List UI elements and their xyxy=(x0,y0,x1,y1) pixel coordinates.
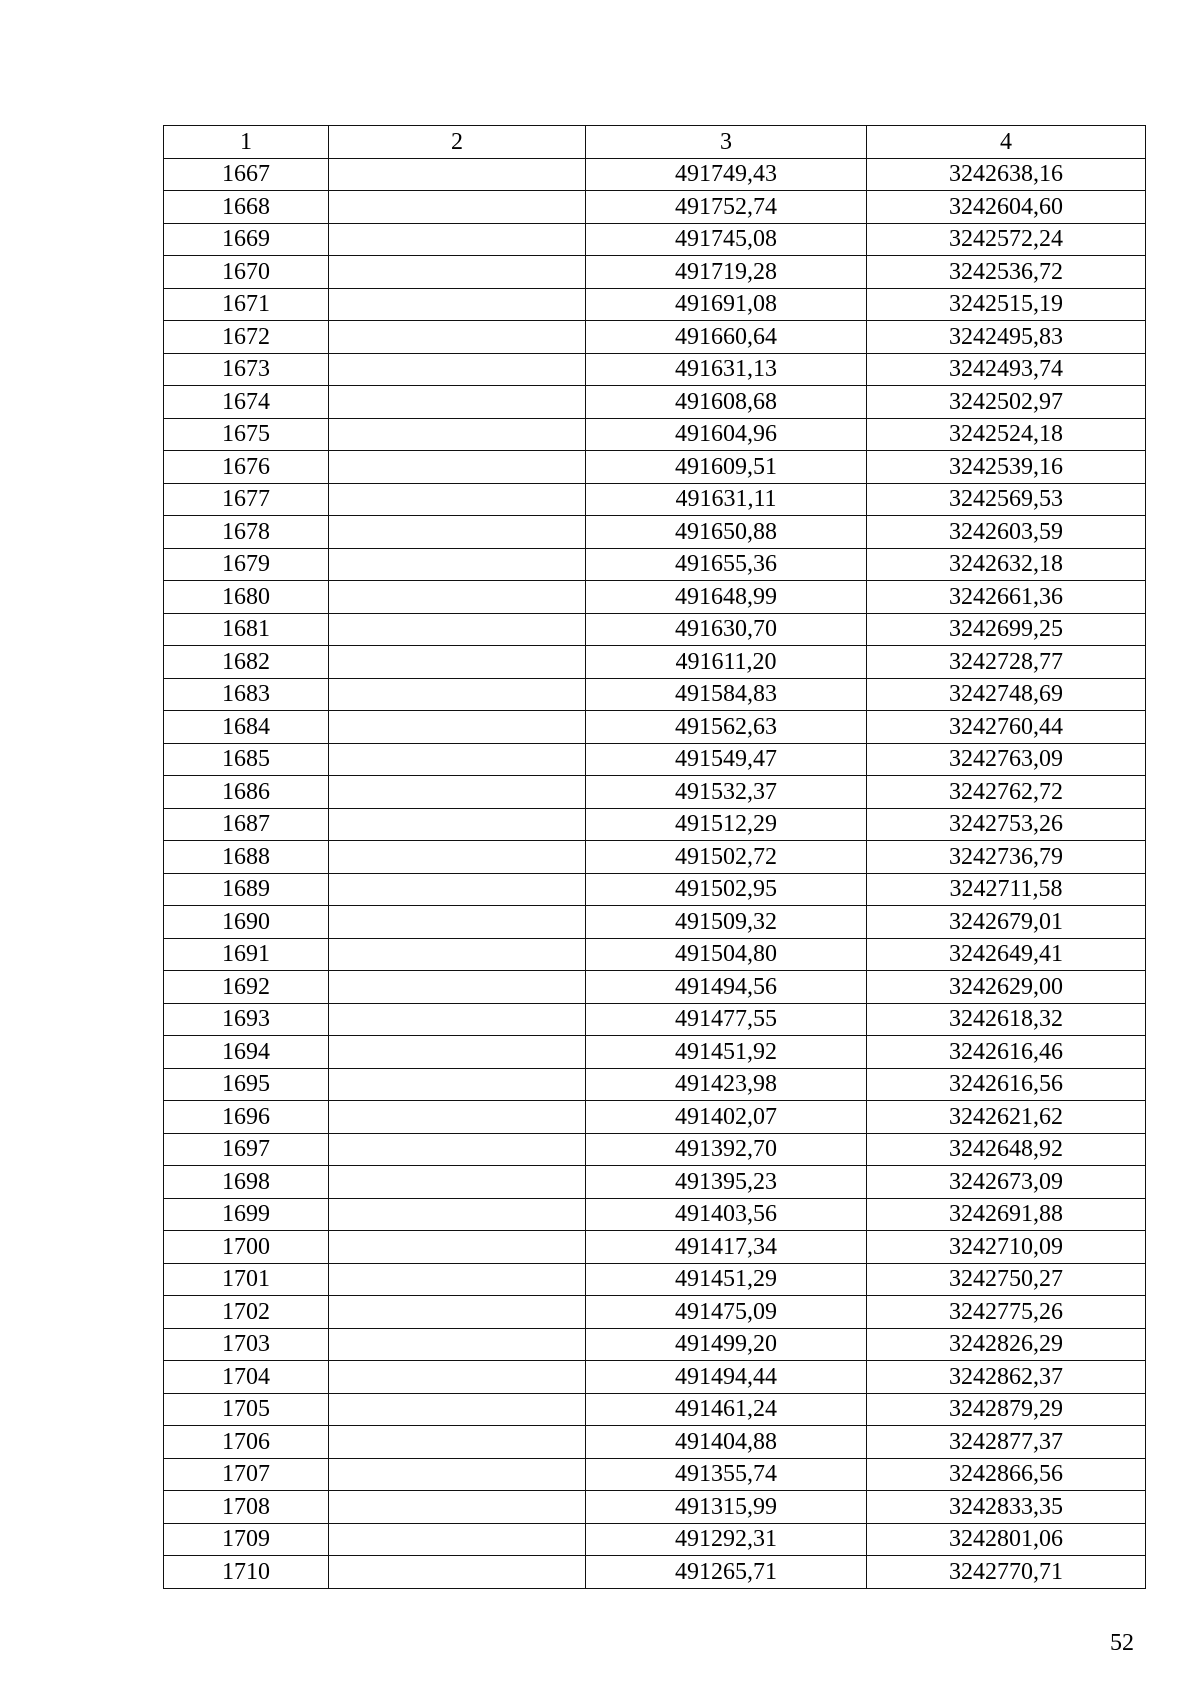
x-coordinate-cell: 491502,95 xyxy=(586,873,867,906)
point-number-cell: 1671 xyxy=(164,288,329,321)
table-row xyxy=(164,1166,1146,1199)
y-coordinate-cell: 3242629,00 xyxy=(867,971,1146,1004)
table-row xyxy=(164,938,1146,971)
column-header-2: 2 xyxy=(329,126,586,159)
point-number-cell: 1698 xyxy=(164,1166,329,1199)
column-header-1: 1 xyxy=(164,126,329,159)
x-coordinate-cell: 491502,72 xyxy=(586,841,867,874)
x-coordinate-cell: 491494,56 xyxy=(586,971,867,1004)
y-coordinate-cell: 3242801,06 xyxy=(867,1523,1146,1556)
empty-cell xyxy=(329,646,586,679)
y-coordinate-cell: 3242616,46 xyxy=(867,1036,1146,1069)
empty-cell xyxy=(329,613,586,646)
x-coordinate-cell: 491719,28 xyxy=(586,256,867,289)
table-row xyxy=(164,1003,1146,1036)
point-number-cell: 1678 xyxy=(164,516,329,549)
y-coordinate-cell: 3242710,09 xyxy=(867,1231,1146,1264)
empty-cell xyxy=(329,776,586,809)
y-coordinate-cell: 3242649,41 xyxy=(867,938,1146,971)
x-coordinate-cell: 491461,24 xyxy=(586,1393,867,1426)
empty-cell xyxy=(329,158,586,191)
y-coordinate-cell: 3242750,27 xyxy=(867,1263,1146,1296)
x-coordinate-cell: 491532,37 xyxy=(586,776,867,809)
y-coordinate-cell: 3242673,09 xyxy=(867,1166,1146,1199)
table-row xyxy=(164,646,1146,679)
y-coordinate-cell: 3242569,53 xyxy=(867,483,1146,516)
table-body xyxy=(164,158,1146,1588)
x-coordinate-cell: 491608,68 xyxy=(586,386,867,419)
empty-cell xyxy=(329,1426,586,1459)
y-coordinate-cell: 3242616,56 xyxy=(867,1068,1146,1101)
table-row xyxy=(164,1068,1146,1101)
y-coordinate-cell: 3242691,88 xyxy=(867,1198,1146,1231)
point-number-cell: 1683 xyxy=(164,678,329,711)
x-coordinate-cell: 491509,32 xyxy=(586,906,867,939)
table-row xyxy=(164,743,1146,776)
empty-cell xyxy=(329,1393,586,1426)
point-number-cell: 1677 xyxy=(164,483,329,516)
table-header-row xyxy=(164,126,1146,159)
empty-cell xyxy=(329,581,586,614)
x-coordinate-cell: 491631,11 xyxy=(586,483,867,516)
x-coordinate-cell: 491475,09 xyxy=(586,1296,867,1329)
empty-cell xyxy=(329,678,586,711)
table-row xyxy=(164,386,1146,419)
y-coordinate-cell: 3242618,32 xyxy=(867,1003,1146,1036)
x-coordinate-cell: 491745,08 xyxy=(586,223,867,256)
x-coordinate-cell: 491494,44 xyxy=(586,1361,867,1394)
table-row xyxy=(164,678,1146,711)
empty-cell xyxy=(329,288,586,321)
x-coordinate-cell: 491609,51 xyxy=(586,451,867,484)
x-coordinate-cell: 491451,92 xyxy=(586,1036,867,1069)
empty-cell xyxy=(329,938,586,971)
empty-cell xyxy=(329,418,586,451)
empty-cell xyxy=(329,873,586,906)
column-header-4: 4 xyxy=(867,126,1146,159)
table-row xyxy=(164,1426,1146,1459)
empty-cell xyxy=(329,1198,586,1231)
empty-cell xyxy=(329,808,586,841)
coordinates-table xyxy=(163,125,1146,1589)
point-number-cell: 1680 xyxy=(164,581,329,614)
y-coordinate-cell: 3242661,36 xyxy=(867,581,1146,614)
table-row xyxy=(164,873,1146,906)
point-number-cell: 1690 xyxy=(164,906,329,939)
point-number-cell: 1700 xyxy=(164,1231,329,1264)
x-coordinate-cell: 491749,43 xyxy=(586,158,867,191)
x-coordinate-cell: 491451,29 xyxy=(586,1263,867,1296)
empty-cell xyxy=(329,1101,586,1134)
table-row xyxy=(164,906,1146,939)
point-number-cell: 1704 xyxy=(164,1361,329,1394)
table-row xyxy=(164,1393,1146,1426)
point-number-cell: 1676 xyxy=(164,451,329,484)
empty-cell xyxy=(329,483,586,516)
table-row xyxy=(164,1296,1146,1329)
point-number-cell: 1684 xyxy=(164,711,329,744)
point-number-cell: 1694 xyxy=(164,1036,329,1069)
table-row xyxy=(164,483,1146,516)
y-coordinate-cell: 3242493,74 xyxy=(867,353,1146,386)
table-row xyxy=(164,191,1146,224)
empty-cell xyxy=(329,1296,586,1329)
x-coordinate-cell: 491395,23 xyxy=(586,1166,867,1199)
y-coordinate-cell: 3242833,35 xyxy=(867,1491,1146,1524)
table-row xyxy=(164,353,1146,386)
table-row xyxy=(164,776,1146,809)
x-coordinate-cell: 491423,98 xyxy=(586,1068,867,1101)
point-number-cell: 1705 xyxy=(164,1393,329,1426)
y-coordinate-cell: 3242699,25 xyxy=(867,613,1146,646)
point-number-cell: 1682 xyxy=(164,646,329,679)
empty-cell xyxy=(329,191,586,224)
x-coordinate-cell: 491402,07 xyxy=(586,1101,867,1134)
point-number-cell: 1669 xyxy=(164,223,329,256)
x-coordinate-cell: 491512,29 xyxy=(586,808,867,841)
empty-cell xyxy=(329,1166,586,1199)
empty-cell xyxy=(329,743,586,776)
empty-cell xyxy=(329,1523,586,1556)
point-number-cell: 1688 xyxy=(164,841,329,874)
y-coordinate-cell: 3242515,19 xyxy=(867,288,1146,321)
empty-cell xyxy=(329,711,586,744)
empty-cell xyxy=(329,256,586,289)
point-number-cell: 1675 xyxy=(164,418,329,451)
table-row xyxy=(164,581,1146,614)
table-row xyxy=(164,418,1146,451)
y-coordinate-cell: 3242753,26 xyxy=(867,808,1146,841)
point-number-cell: 1709 xyxy=(164,1523,329,1556)
y-coordinate-cell: 3242736,79 xyxy=(867,841,1146,874)
point-number-cell: 1689 xyxy=(164,873,329,906)
empty-cell xyxy=(329,516,586,549)
x-coordinate-cell: 491417,34 xyxy=(586,1231,867,1264)
table-row xyxy=(164,1263,1146,1296)
table-row xyxy=(164,256,1146,289)
empty-cell xyxy=(329,386,586,419)
table-row xyxy=(164,1458,1146,1491)
x-coordinate-cell: 491292,31 xyxy=(586,1523,867,1556)
point-number-cell: 1674 xyxy=(164,386,329,419)
empty-cell xyxy=(329,451,586,484)
x-coordinate-cell: 491630,70 xyxy=(586,613,867,646)
y-coordinate-cell: 3242603,59 xyxy=(867,516,1146,549)
point-number-cell: 1673 xyxy=(164,353,329,386)
table-row xyxy=(164,711,1146,744)
page-number: 52 xyxy=(1110,1630,1134,1656)
point-number-cell: 1692 xyxy=(164,971,329,1004)
y-coordinate-cell: 3242572,24 xyxy=(867,223,1146,256)
table-row xyxy=(164,1523,1146,1556)
y-coordinate-cell: 3242648,92 xyxy=(867,1133,1146,1166)
point-number-cell: 1695 xyxy=(164,1068,329,1101)
empty-cell xyxy=(329,906,586,939)
empty-cell xyxy=(329,841,586,874)
table-row xyxy=(164,808,1146,841)
table-row xyxy=(164,1198,1146,1231)
empty-cell xyxy=(329,1133,586,1166)
table-row xyxy=(164,971,1146,1004)
point-number-cell: 1696 xyxy=(164,1101,329,1134)
y-coordinate-cell: 3242679,01 xyxy=(867,906,1146,939)
x-coordinate-cell: 491604,96 xyxy=(586,418,867,451)
x-coordinate-cell: 491655,36 xyxy=(586,548,867,581)
point-number-cell: 1685 xyxy=(164,743,329,776)
y-coordinate-cell: 3242495,83 xyxy=(867,321,1146,354)
y-coordinate-cell: 3242763,09 xyxy=(867,743,1146,776)
point-number-cell: 1697 xyxy=(164,1133,329,1166)
point-number-cell: 1687 xyxy=(164,808,329,841)
x-coordinate-cell: 491752,74 xyxy=(586,191,867,224)
point-number-cell: 1667 xyxy=(164,158,329,191)
y-coordinate-cell: 3242770,71 xyxy=(867,1556,1146,1589)
x-coordinate-cell: 491549,47 xyxy=(586,743,867,776)
point-number-cell: 1702 xyxy=(164,1296,329,1329)
point-number-cell: 1706 xyxy=(164,1426,329,1459)
y-coordinate-cell: 3242762,72 xyxy=(867,776,1146,809)
point-number-cell: 1681 xyxy=(164,613,329,646)
x-coordinate-cell: 491392,70 xyxy=(586,1133,867,1166)
point-number-cell: 1707 xyxy=(164,1458,329,1491)
table-row xyxy=(164,288,1146,321)
empty-cell xyxy=(329,1328,586,1361)
x-coordinate-cell: 491650,88 xyxy=(586,516,867,549)
empty-cell xyxy=(329,1036,586,1069)
x-coordinate-cell: 491648,99 xyxy=(586,581,867,614)
empty-cell xyxy=(329,1263,586,1296)
point-number-cell: 1672 xyxy=(164,321,329,354)
empty-cell xyxy=(329,1003,586,1036)
x-coordinate-cell: 491499,20 xyxy=(586,1328,867,1361)
table-row xyxy=(164,451,1146,484)
x-coordinate-cell: 491504,80 xyxy=(586,938,867,971)
y-coordinate-cell: 3242879,29 xyxy=(867,1393,1146,1426)
table-row xyxy=(164,321,1146,354)
y-coordinate-cell: 3242866,56 xyxy=(867,1458,1146,1491)
point-number-cell: 1686 xyxy=(164,776,329,809)
y-coordinate-cell: 3242524,18 xyxy=(867,418,1146,451)
empty-cell xyxy=(329,353,586,386)
empty-cell xyxy=(329,1491,586,1524)
y-coordinate-cell: 3242711,58 xyxy=(867,873,1146,906)
table-row xyxy=(164,613,1146,646)
empty-cell xyxy=(329,1231,586,1264)
y-coordinate-cell: 3242877,37 xyxy=(867,1426,1146,1459)
table-row xyxy=(164,516,1146,549)
point-number-cell: 1693 xyxy=(164,1003,329,1036)
empty-cell xyxy=(329,971,586,1004)
empty-cell xyxy=(329,1458,586,1491)
table-row xyxy=(164,1231,1146,1264)
y-coordinate-cell: 3242760,44 xyxy=(867,711,1146,744)
x-coordinate-cell: 491265,71 xyxy=(586,1556,867,1589)
y-coordinate-cell: 3242862,37 xyxy=(867,1361,1146,1394)
table-row xyxy=(164,1556,1146,1589)
y-coordinate-cell: 3242604,60 xyxy=(867,191,1146,224)
y-coordinate-cell: 3242536,72 xyxy=(867,256,1146,289)
table-row xyxy=(164,1328,1146,1361)
x-coordinate-cell: 491562,63 xyxy=(586,711,867,744)
point-number-cell: 1670 xyxy=(164,256,329,289)
y-coordinate-cell: 3242502,97 xyxy=(867,386,1146,419)
x-coordinate-cell: 491403,56 xyxy=(586,1198,867,1231)
table-row xyxy=(164,158,1146,191)
point-number-cell: 1710 xyxy=(164,1556,329,1589)
empty-cell xyxy=(329,1361,586,1394)
table-row xyxy=(164,1101,1146,1134)
x-coordinate-cell: 491631,13 xyxy=(586,353,867,386)
point-number-cell: 1703 xyxy=(164,1328,329,1361)
x-coordinate-cell: 491355,74 xyxy=(586,1458,867,1491)
table-row xyxy=(164,1133,1146,1166)
x-coordinate-cell: 491584,83 xyxy=(586,678,867,711)
y-coordinate-cell: 3242728,77 xyxy=(867,646,1146,679)
y-coordinate-cell: 3242632,18 xyxy=(867,548,1146,581)
table-row xyxy=(164,1036,1146,1069)
table-row xyxy=(164,1361,1146,1394)
empty-cell xyxy=(329,1556,586,1589)
x-coordinate-cell: 491315,99 xyxy=(586,1491,867,1524)
x-coordinate-cell: 491660,64 xyxy=(586,321,867,354)
point-number-cell: 1679 xyxy=(164,548,329,581)
y-coordinate-cell: 3242748,69 xyxy=(867,678,1146,711)
point-number-cell: 1691 xyxy=(164,938,329,971)
column-header-3: 3 xyxy=(586,126,867,159)
empty-cell xyxy=(329,1068,586,1101)
x-coordinate-cell: 491477,55 xyxy=(586,1003,867,1036)
y-coordinate-cell: 3242638,16 xyxy=(867,158,1146,191)
x-coordinate-cell: 491691,08 xyxy=(586,288,867,321)
y-coordinate-cell: 3242826,29 xyxy=(867,1328,1146,1361)
point-number-cell: 1668 xyxy=(164,191,329,224)
table-row xyxy=(164,841,1146,874)
x-coordinate-cell: 491611,20 xyxy=(586,646,867,679)
point-number-cell: 1701 xyxy=(164,1263,329,1296)
table-row xyxy=(164,1491,1146,1524)
empty-cell xyxy=(329,223,586,256)
point-number-cell: 1699 xyxy=(164,1198,329,1231)
y-coordinate-cell: 3242539,16 xyxy=(867,451,1146,484)
empty-cell xyxy=(329,548,586,581)
y-coordinate-cell: 3242621,62 xyxy=(867,1101,1146,1134)
table-row xyxy=(164,223,1146,256)
x-coordinate-cell: 491404,88 xyxy=(586,1426,867,1459)
empty-cell xyxy=(329,321,586,354)
y-coordinate-cell: 3242775,26 xyxy=(867,1296,1146,1329)
point-number-cell: 1708 xyxy=(164,1491,329,1524)
table-row xyxy=(164,548,1146,581)
